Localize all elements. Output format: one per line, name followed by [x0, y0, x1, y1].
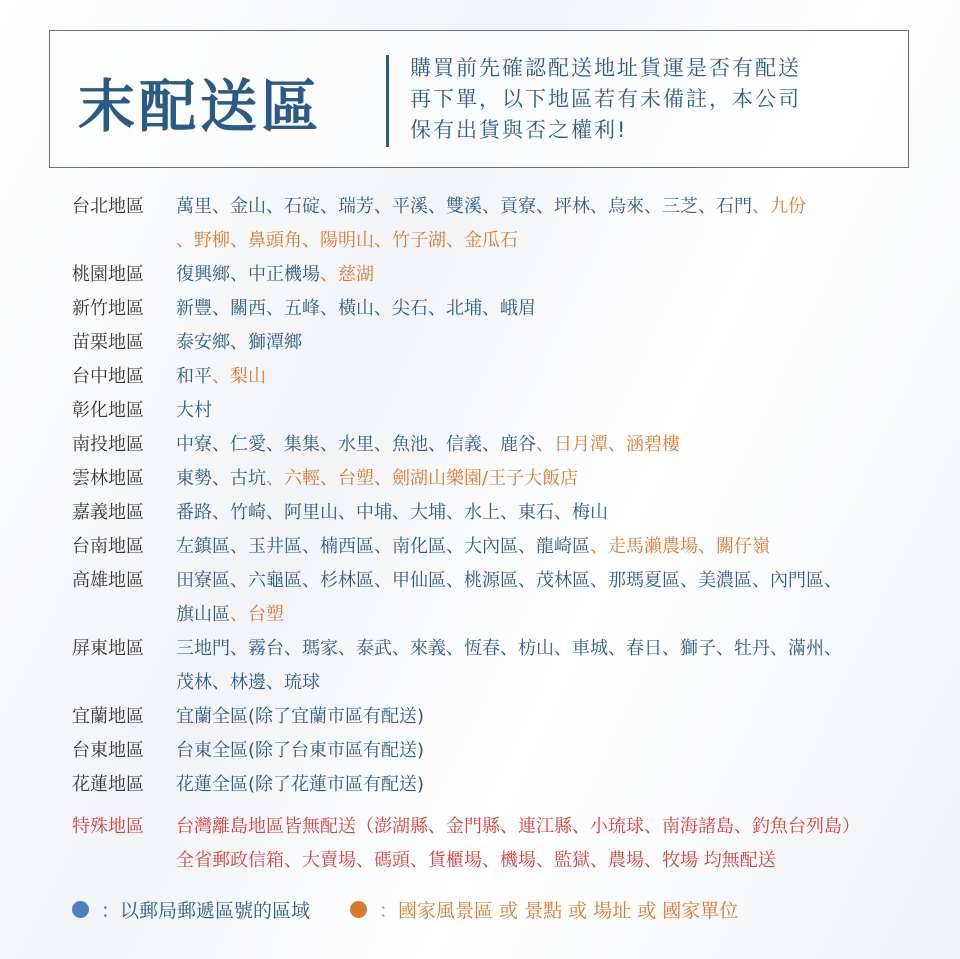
region-row-taitung — [72, 734, 932, 768]
area-line — [176, 292, 932, 326]
area-line — [176, 700, 932, 734]
postal-areas: 宜蘭全區(除了宜蘭市區有配送) — [176, 706, 425, 727]
region-name: 台北地區 — [72, 196, 144, 217]
scenic-areas: 、六輕、台塑、劍湖山樂園/王子大飯店 — [266, 468, 579, 489]
region-name: 宜蘭地區 — [72, 706, 144, 727]
region-name: 嘉義地區 — [72, 502, 144, 523]
region-areas — [176, 462, 932, 496]
special-line: 全省郵政信箱、大賣場、碼頭、貨櫃場、機場、監獄、農場、牧場 均無配送 — [176, 850, 776, 871]
postal-areas: 三地門、霧台、瑪家、泰武、來義、恆春、枋山、車城、春日、獅子、牡丹、滿州、 — [176, 638, 842, 659]
area-line — [176, 530, 932, 564]
area-line — [176, 428, 932, 462]
postal-areas: 番路、竹崎、阿里山、中埔、大埔、水上、東石、梅山 — [176, 502, 608, 523]
notice-line: 再下單，以下地區若有未備註，本公司 — [410, 87, 801, 111]
area-line — [176, 564, 932, 598]
region-name: 特殊地區 — [72, 816, 144, 837]
region-row-tainan — [72, 530, 932, 564]
postal-areas: 茂林、林邊、琉球 — [176, 672, 320, 693]
region-row-taoyuan — [72, 258, 932, 292]
legend-orange-label: ：國家風景區 或 景點 或 場址 或 國家單位 — [379, 900, 739, 922]
title-divider — [386, 55, 389, 147]
region-areas — [176, 360, 932, 394]
region-row-hualien — [72, 768, 932, 802]
special-line: 台灣離島地區皆無配送（澎湖縣、金門縣、連江縣、小琉球、南海諸島、釣魚台列島） — [176, 816, 860, 837]
area-line — [176, 598, 932, 632]
region-name: 屏東地區 — [72, 638, 144, 659]
region-row-chiayi — [72, 496, 932, 530]
postal-areas: 和平 — [176, 366, 212, 387]
region-row-special — [72, 810, 932, 878]
postal-areas: 田寮區、六龜區、杉林區、甲仙區、桃源區、茂林區、那瑪夏區、美濃區、內門區、 — [176, 570, 842, 591]
area-line — [176, 462, 932, 496]
region-row-changhua — [72, 394, 932, 428]
region-row-yilan — [72, 700, 932, 734]
region-name: 雲林地區 — [72, 468, 144, 489]
area-line — [176, 496, 932, 530]
region-row-miaoli — [72, 326, 932, 360]
region-name: 桃園地區 — [72, 264, 144, 285]
area-line — [176, 632, 932, 666]
region-areas — [176, 632, 932, 700]
region-areas — [176, 768, 932, 802]
notice-line: 保有出貨與否之權利! — [410, 118, 628, 142]
region-name: 新竹地區 — [72, 298, 144, 319]
area-line — [176, 734, 932, 768]
postal-areas: 萬里、金山、石碇、瑞芳、平溪、雙溪、貢寮、坪林、烏來、三芝、石門 — [176, 196, 752, 217]
notice-line: 購買前先確認配送地址貨運是否有配送 — [410, 56, 801, 80]
region-areas — [176, 292, 932, 326]
region-row-hsinchu — [72, 292, 932, 326]
region-row-taichung — [72, 360, 932, 394]
area-line — [176, 326, 932, 360]
postal-areas: 復興鄉、中正機場 — [176, 264, 320, 285]
postal-areas: 旗山區 — [176, 604, 230, 625]
postal-areas: 台東全區(除了台東市區有配送) — [176, 740, 425, 761]
region-areas — [176, 700, 932, 734]
blue-dot-icon — [72, 901, 89, 918]
area-line — [176, 360, 932, 394]
postal-areas: 泰安鄉、獅潭鄉 — [176, 332, 302, 353]
region-areas — [176, 394, 932, 428]
notice-text — [410, 53, 900, 146]
region-name: 台東地區 — [72, 740, 144, 761]
region-name: 高雄地區 — [72, 570, 144, 591]
notice-header-box — [49, 30, 909, 168]
region-areas — [176, 258, 932, 292]
region-name: 彰化地區 — [72, 400, 144, 421]
postal-areas: 花蓮全區(除了花蓮市區有配送) — [176, 774, 425, 795]
region-row-nantou — [72, 428, 932, 462]
scenic-areas: 、梨山 — [212, 366, 266, 387]
scenic-areas: 、台塑 — [230, 604, 284, 625]
region-row-yunlin — [72, 462, 932, 496]
region-name: 台中地區 — [72, 366, 144, 387]
region-areas — [176, 530, 932, 564]
region-areas — [176, 428, 932, 462]
area-line — [176, 224, 932, 258]
region-name: 花蓮地區 — [72, 774, 144, 795]
legend-blue-label: ：以郵局郵遞區號的區域 — [101, 900, 311, 922]
region-areas — [176, 734, 932, 768]
scenic-areas: 、野柳、鼻頭角、陽明山、竹子湖、金瓜石 — [176, 230, 518, 251]
region-row-kaohsiung — [72, 564, 932, 632]
region-row-taipei — [72, 190, 932, 258]
postal-areas: 中寮、仁愛、集集、水里、魚池、信義、鹿谷 — [176, 434, 536, 455]
region-areas — [176, 496, 932, 530]
scenic-areas: 、九份 — [752, 196, 806, 217]
postal-areas: 左鎮區、玉井區、楠西區、南化區、大內區、龍崎區 — [176, 536, 590, 557]
orange-dot-icon — [350, 901, 367, 918]
area-line — [176, 190, 932, 224]
scenic-areas: 、日月潭、涵碧樓 — [536, 434, 680, 455]
page-title: 末配送區 — [78, 74, 322, 140]
postal-areas: 新豐、關西、五峰、橫山、尖石、北埔、峨眉 — [176, 298, 536, 319]
area-line — [176, 666, 932, 700]
region-name: 台南地區 — [72, 536, 144, 557]
region-areas — [176, 190, 932, 258]
special-areas — [176, 810, 932, 878]
region-areas — [176, 326, 932, 360]
region-name: 南投地區 — [72, 434, 144, 455]
scenic-areas: 、走馬瀨農場、關仔嶺 — [590, 536, 770, 557]
region-name: 苗栗地區 — [72, 332, 144, 353]
region-list — [72, 190, 932, 878]
postal-areas: 東勢、古坑 — [176, 468, 266, 489]
area-line — [176, 394, 932, 428]
scenic-areas: 、慈湖 — [320, 264, 374, 285]
region-areas — [176, 564, 932, 632]
legend — [72, 896, 738, 923]
area-line — [176, 768, 932, 802]
area-line — [176, 258, 932, 292]
postal-areas: 大村 — [176, 400, 212, 421]
region-row-pingtung — [72, 632, 932, 700]
